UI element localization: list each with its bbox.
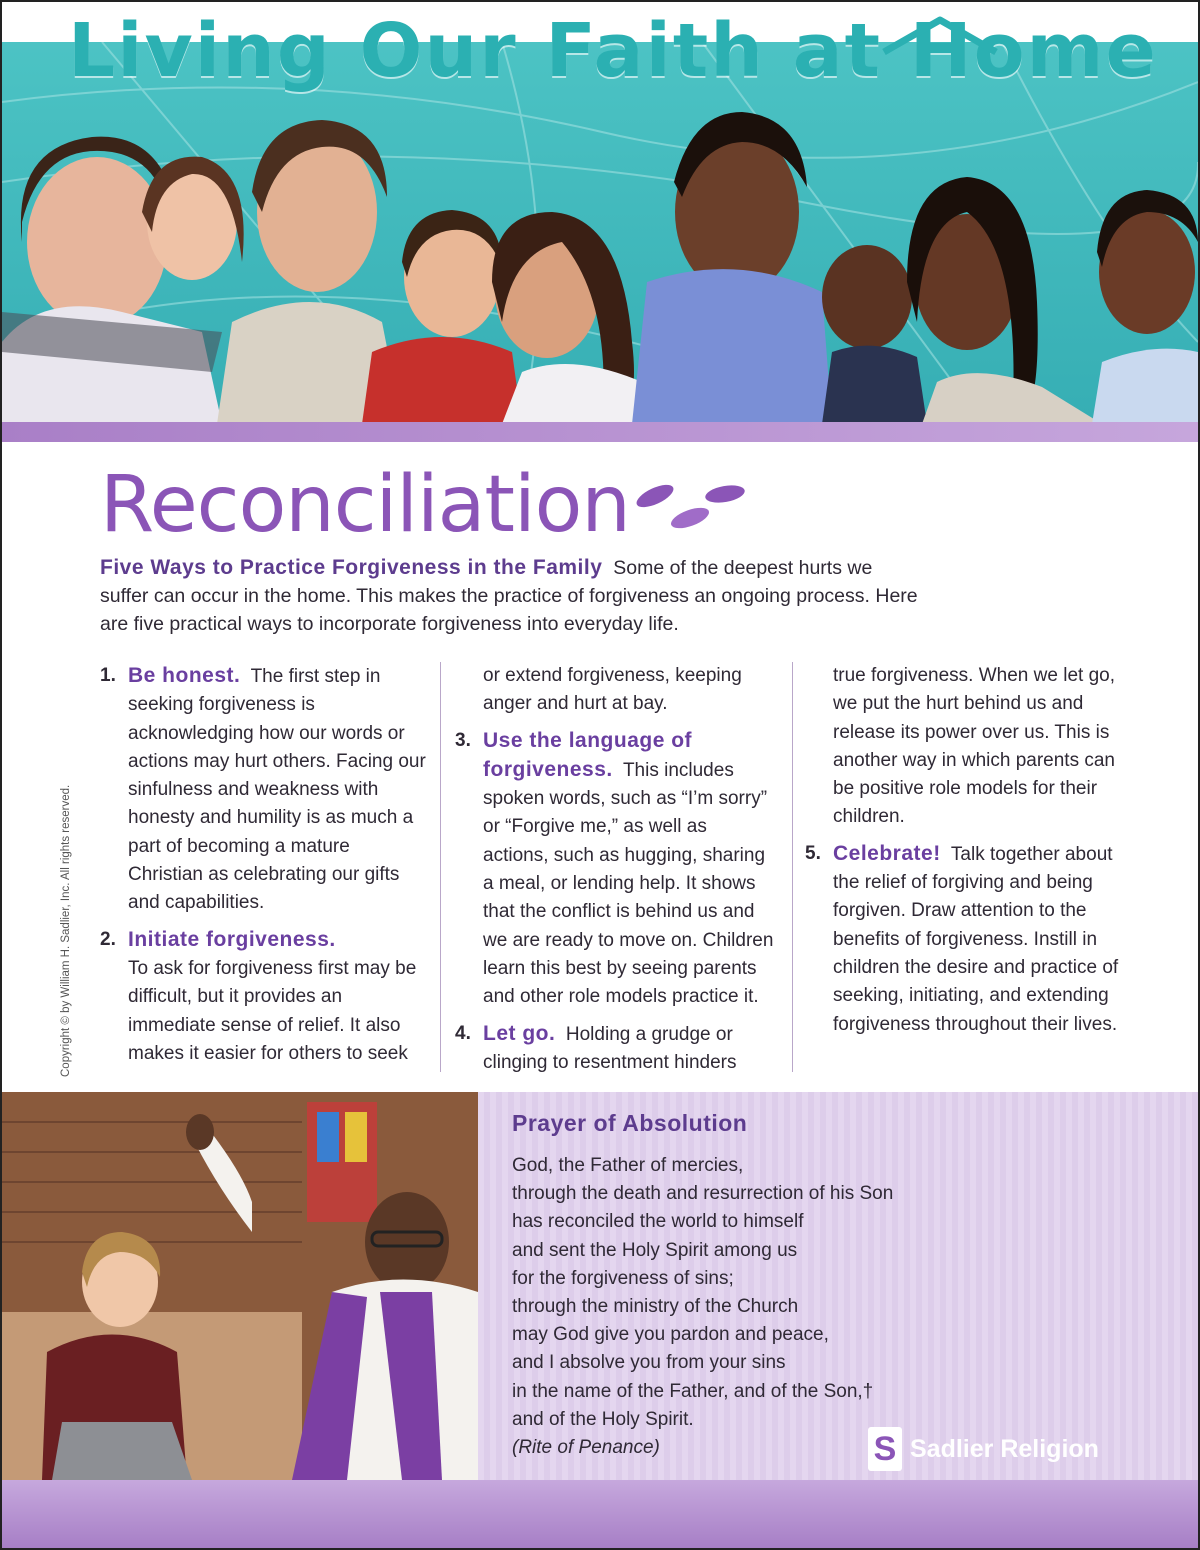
family-group-3: [632, 112, 1198, 424]
page-title: Reconciliation: [100, 460, 630, 550]
intro-lead: Five Ways to Practice Forgiveness in the Family: [100, 556, 603, 579]
column-2: [455, 662, 775, 1085]
item-heading: Celebrate!: [833, 841, 941, 865]
prayer-line: has reconciled the world to himself: [512, 1211, 804, 1233]
prayer-line: through the death and resurrection of his Son: [512, 1183, 894, 1205]
prayer-text: [512, 1152, 952, 1462]
leaves-icon: [630, 476, 750, 536]
item-heading: Let go.: [483, 1021, 556, 1045]
item-text-continued: true forgiveness. When we let go, we put the hurt behind us and release its power over us. This is another way in which parents can be positive role models for their children.: [833, 665, 1115, 828]
prayer-title: Prayer of Absolution: [512, 1110, 748, 1136]
sadlier-logo-mark: S: [868, 1427, 902, 1471]
item-text: Talk together about the relief of forgiving and being forgiven. Draw attention to the benefits of forgiveness. Instill in children the desire and practice of seeking, initiating, and extending forgiveness throughout their lives.: [833, 843, 1119, 1035]
intro-paragraph: [100, 554, 920, 638]
list-item: [805, 840, 1135, 1039]
intro-text: Some of the deepest hurts we suffer can occur in the home. This makes the practice of forgiveness an ongoing process. Here are five practical ways to incorporate forgiveness into everyday life.: [100, 557, 918, 635]
list-item: [100, 926, 430, 1068]
prayer-source: (Rite of Penance): [512, 1437, 660, 1459]
item-number: 4.: [455, 1022, 471, 1044]
item-text: This includes spoken words, such as “I’m sorry” or “Forgive me,” as well as actions, such as hugging, sharing a meal, or lending help. It shows that the conflict is behind us and we are ready to move on. Children learn this best by seeing parents and other role models practice it.: [483, 759, 774, 1008]
column-1: [100, 662, 430, 1076]
column-divider: [792, 662, 793, 1072]
item-text: To ask for forgiveness first may be difficult, but it provides an immediate sense of relief. It also makes it easier for others to seek: [128, 957, 417, 1064]
list-item: [455, 727, 775, 1012]
forgiveness-list: [100, 662, 1140, 1082]
house-roof-icon: [880, 16, 1000, 56]
item-number: 2.: [100, 928, 116, 950]
sadlier-logo: [868, 1426, 1099, 1472]
sadlier-logo-text: Sadlier Religion: [910, 1434, 1099, 1463]
item-heading: Be honest.: [128, 664, 241, 687]
item-heading: Use the language of forgiveness.: [483, 728, 693, 781]
footer-band: [2, 1480, 1198, 1548]
family-group-2: [217, 120, 652, 424]
item-number: 1.: [100, 665, 116, 686]
prayer-line: in the name of the Father, and of the Son,†: [512, 1380, 874, 1402]
item-text: The first step in seeking forgiveness is acknowledging how our words or actions may hurt others. Facing our sinfulness and weakness with honesty and humility is as much a part of becoming a mature Christian as celebrating our gifts and capabilities.: [128, 666, 426, 914]
copyright-notice: Copyright © by William H. Sadlier, Inc. All rights reserved.: [60, 784, 72, 1077]
prayer-line: and of the Holy Spirit.: [512, 1408, 694, 1430]
prayer-line: and I absolve you from your sins: [512, 1352, 786, 1374]
header-divider-strip: [2, 422, 1198, 442]
column-3: [805, 662, 1135, 1047]
item-number: 5.: [805, 842, 821, 864]
item-text-continued: or extend forgiveness, keeping anger and hurt at bay.: [483, 665, 742, 715]
prayer-line: for the forgiveness of sins;: [512, 1267, 734, 1289]
item-heading: Initiate forgiveness.: [128, 927, 336, 951]
list-item: [100, 662, 430, 918]
prayer-line: may God give you pardon and peace,: [512, 1324, 829, 1346]
item-number: 3.: [455, 729, 471, 751]
column-divider: [440, 662, 441, 1072]
priest-absolution-photo: [2, 1092, 478, 1480]
header-banner: [2, 2, 1198, 442]
family-group-1: [2, 137, 244, 424]
prayer-line: and sent the Holy Spirit among us: [512, 1239, 798, 1261]
item-text: Holding a grudge or clinging to resentment hinders: [483, 1023, 737, 1073]
header-title: Living Our Faith at Home: [68, 8, 1158, 94]
list-item: [455, 1020, 775, 1078]
family-photo-banner: [2, 102, 1198, 424]
prayer-line: through the ministry of the Church: [512, 1296, 799, 1318]
prayer-line: God, the Father of mercies,: [512, 1155, 744, 1176]
